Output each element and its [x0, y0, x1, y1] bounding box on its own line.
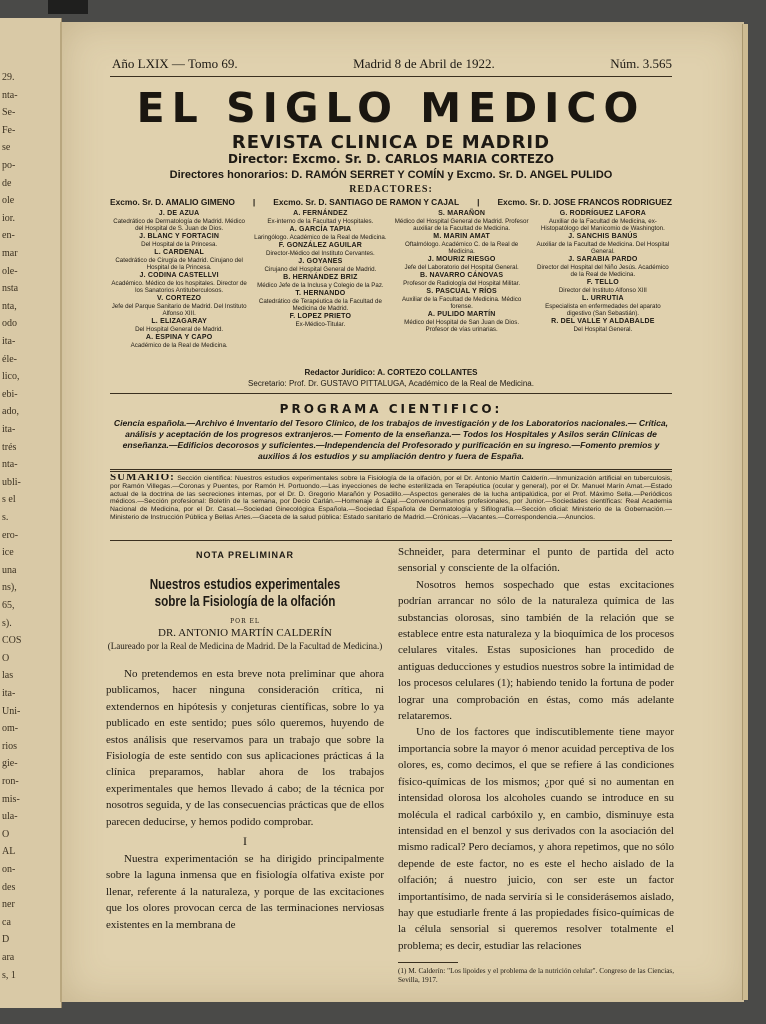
left-page-text: ado, [2, 406, 19, 418]
editor-description: Médico del Hospital de San Juan de Dios. Profesor de vías urinarias. [404, 319, 520, 333]
left-page-text: s. [2, 512, 9, 523]
section-rule [110, 393, 672, 394]
left-page-text: ita- [2, 688, 16, 699]
editor-description: Especialista en enfermedades del aparato digestivo (San Sebastián). [545, 303, 661, 317]
editor-description: Catedrático de Dermatología de Madrid. Médico del Hospital de S. Juan de Dios. [113, 218, 245, 232]
editor-name: S. PASCUAL Y RÍOS [426, 288, 497, 295]
editor-description: Profesor de Radiología del Hospital Militar. [403, 280, 521, 287]
editor-description: Director-Médico del Instituto Cervantes. [266, 250, 375, 257]
editor-description: Académico. Médico de los hospitales. Director de los Sanatorios Antituberculosos. [111, 280, 247, 294]
editor-description: Oftalmólogo. Académico C. de la Real de Medicina. [405, 241, 519, 255]
issue-header [112, 54, 672, 74]
left-page-text: Fe- [2, 124, 16, 136]
left-page-text: ns), [2, 582, 17, 594]
senior-editor: Excmo. Sr. D. SANTIAGO DE RAMON Y CAJAL [273, 197, 460, 207]
editor-name: A. FERNÁNDEZ [293, 210, 348, 217]
editor-name: B. HERNÁNDEZ BRIZ [283, 274, 358, 281]
masthead-title: EL SIGLO MEDICO [136, 84, 646, 132]
editor-description: Del Hospital General. [573, 326, 633, 333]
editor-name: G. RODRÍGUEZ LAFORA [559, 210, 646, 217]
left-page-text: ior. [2, 212, 16, 224]
footnote-rule [398, 962, 458, 963]
editor-description: Catedrático de Cirugía de Madrid. Cirujano del Hospital de la Princesa. [115, 257, 243, 271]
editor-description: Ex-Médico-Titular. [295, 321, 346, 328]
editor-name: A. PULIDO MARTÍN [427, 311, 496, 318]
senior-editor: Excmo. Sr. D. AMALIO GIMENO [110, 197, 235, 207]
editor-description: Laringólogo. Académico de la Real de Medicina. [254, 234, 387, 241]
article-paragraph: Nuestra experimentación se ha dirigido principalmente sobre la laguna inmensa que en fisiología olfativa existe por llenar, referente á la naturaleza, y porque de las excitaciones que los olores provocan cerca de las terminaciones nerviosas existentes en la membrana de [106, 853, 384, 931]
left-page-text: ebi- [2, 388, 18, 400]
issue-number: Núm. 3.565 [610, 56, 672, 71]
editor-name: A. GARCÍA TAPIA [289, 226, 352, 233]
article-author: DR. ANTONIO MARTÍN CALDERÍN [158, 627, 332, 639]
footnote: (1) M. Calderín: "Los lipoides y el problema de la nutrición celular". Congreso de las Ciencias, Sevilla, 1917. [398, 967, 674, 985]
editor-description: Médico del Hospital General de Madrid. Profesor auxiliar de la Facultad de Medicina. [394, 218, 529, 232]
left-page-text: mar [2, 248, 18, 259]
article-column-right [398, 544, 674, 994]
left-page-text: O [2, 652, 10, 664]
newspaper-page [60, 22, 744, 1002]
article-paragraph: Uno de los factores que indiscutiblemente tiene mayor importancia sobre la mayor ó menor acuidad perceptiva de los olores, es, como decimos, el que se refiere á las condiciones físico-químicas de los mismos; ¿por qué si no aumentan en intensidad olorosa los alcoholes cuando se introduce en su molécula el radical carbóxilo y, en cambio, disminuye esta intensidad en el benzol y sus derivados con la asociación del mismo radical? Pero decíamos, y ahora repetimos, que no sólo depende de este factor, no es este el hecho aislado de la olfación; á nuestro juicio, con ser este un factor importantísimo, de nada serviría si le considerásemos aislado, hay que estudiarle frente á las propiedades físico-químicas de la célula sensorial si queremos resolver totalmente el problema; es decir, estudiar las relaciones [398, 726, 674, 952]
editor-description: Del Hospital General de Madrid. [135, 326, 224, 333]
sumario-text: Sección científica: Nuestros estudios experimentales sobre la Fisiología de la olfación, por el Dr. Antonio Martín Calderín.—Inmunización artificial en tuberculosis, por Ramón Villegas.—Coronas y Puentes, por Ramón H. Portuondo.—Las inyecciones de leche esterilizada en Terapéutica (ocular y general), por el Dr. Manuel Marín Amat.—Estado actual de la doctrina de las secreciones internas, por el Dr. D. Gregorio Marañón y Posadillo.—Aspectos generales de la lucha antipalúdica, por el Prof. Máximo Sella.—Periódicos médicos.—Sección profesional: Boletín de la semana, por Decio Carlán.—Homenaje á Cajal.—Convencionalismos profesionales, por Junior.—Sociedades científicas: Real Academia Nacional de Medicina, por el Dr. Casal.—Sociedad Ginecológica Española.—Sociedad Española de Dermatología y Sifilografía.—Sección oficial: Ministerio de la Gobernación.—Ministerio de Instrucción Pública y Bellas Artes.—Gaceta de la salud pública: Estado sanitario de Madrid.—Crónicas.—Vacantes.—Correspondencia.—Anuncios. [110, 475, 672, 521]
left-page-text: COS [2, 635, 22, 647]
left-page-text: nta, [2, 300, 17, 312]
left-page-text: Uni- [2, 705, 21, 717]
editor-description: Auxiliar de la Facultad de Medicina, ex-Histopatólogo del Manicomio de Washington. [540, 218, 665, 232]
left-page-text: Se- [2, 107, 16, 119]
editor-description: Del Hospital de la Princesa. [141, 241, 218, 248]
left-page-text: gie- [2, 758, 18, 770]
year-volume: Año LXIX — Tomo 69. [112, 56, 238, 71]
left-page-text: una [2, 564, 17, 576]
section-rule [110, 471, 672, 472]
director-line: Director: Excmo. Sr. D. CARLOS MARIA CORTEZO [228, 152, 554, 166]
editor-description: Auxiliar de la Facultad de Medicina. Médico forense. [401, 296, 522, 310]
editor-name: B. NAVARRO CÁNOVAS [419, 272, 504, 279]
left-page-text: nsta [2, 283, 19, 295]
left-page-text: nta- [2, 89, 18, 101]
sumario [110, 474, 672, 538]
editor-description: Jefe del Laboratorio del Hospital General. [404, 264, 519, 271]
left-page-text: om- [2, 723, 19, 735]
left-page-text: ubli- [2, 476, 21, 488]
article-kicker: NOTA PRELIMINAR [196, 550, 294, 560]
editor-name: V. CORTEZO [157, 295, 202, 302]
editor-name: A. ESPINA Y CAPO [145, 334, 213, 341]
editor-name: F. TELLO [586, 279, 619, 286]
sumario-label: SUMARIO: [110, 474, 175, 483]
left-page-text: mis- [2, 793, 20, 805]
author-affiliation: (Laureado por la Real de Medicina de Madrid. De la Facultad de Medicina.) [107, 641, 383, 651]
editor-name: J. CODINA CASTELLVI [139, 272, 219, 279]
editor-description: Catedrático de Terapéutica de la Facultad de Medicina de Madrid. [258, 298, 382, 312]
left-page-text: rios [2, 740, 17, 752]
section-rule [110, 540, 672, 541]
left-page-text: de [2, 177, 12, 189]
left-page-text: ice [2, 547, 14, 559]
byline-prefix: POR EL [230, 618, 260, 625]
editor-column [251, 210, 389, 358]
editor-separator: | [477, 197, 480, 207]
editor-columns [110, 210, 672, 358]
editor-name: J. MOURIZ RIESGO [427, 256, 496, 263]
editor-name: L. ELIZAGARAY [151, 318, 207, 325]
binding-clip [48, 0, 88, 14]
program-text: Ciencia española.—Archivo é Inventario del Tesoro Clínico, de los trabajos de investigación y de los Laboratorios nacionales.— Crítica, análisis y aceptación de los progresos extranjeros.— Fomento de la enseñanza.— Todos los Hospitales y Asilos serán Clínicas de enseñanza.—Edificios decorosos y suficientes.—Independencia del Profesorado y purificación en su ingreso.—Fomento premios y auxilios á los estudios y su ampliación dentro y fuera de España. [113, 418, 669, 461]
editor-name: J. SANCHIS BANÚS [568, 233, 638, 240]
left-page-text: ula- [2, 811, 18, 823]
editor-description: Director del Hospital del Niño Jesús. Académico de la Real de Medicina. [537, 264, 669, 278]
left-page-text: ole- [2, 265, 18, 277]
header-rule [110, 76, 672, 77]
left-page-text: en- [2, 230, 15, 242]
editor-name: J. SARABIA PARDO [568, 256, 638, 263]
article-intro: No pretendemos en esta breve nota preliminar que ahora publicamos, hacer ninguna consideración crítica, ni extendernos en hipótesis y conjeturas científicas, sobre lo ya publicado en este sentido; pues sólo queremos, huyendo de estos análisis que reservamos para un trabajo que sobre la Fisiología de este sentido con sus aplicaciones prácticas á la clínica preparamos, hablar ahora de los trabajos experimentales que hemos llevado á cabo; de la técnica por nosotros seguida, y de las consecuencias prácticas que de ellos parecen deducirse, y hemos podido comprobar. [106, 668, 384, 828]
left-page-text: odo [2, 318, 17, 330]
editor-description: Ex-interno de la Facultad y Hospitales. [267, 218, 374, 225]
left-page-text: O [2, 828, 10, 840]
section-number: I [243, 834, 247, 849]
left-page-text: ole [2, 195, 15, 207]
redactor-juridico: Redactor Jurídico: A. CORTEZO COLLANTES [304, 368, 478, 377]
editor-name: J. BLANC Y FORTACIN [139, 233, 220, 240]
left-page-text: 29. [2, 72, 15, 83]
left-page-text: s). [2, 617, 12, 629]
editor-description: Médico Jefe de la Inclusa y Colegio de la Paz. [257, 282, 384, 289]
left-page-text: ner [2, 899, 15, 911]
adjacent-page-fragment [0, 18, 62, 1008]
left-page-text: lico, [2, 371, 20, 383]
senior-editor: Excmo. Sr. D. JOSE FRANCOS RODRIGUEZ [497, 197, 672, 207]
editor-name: J. DE AZUA [158, 210, 200, 217]
article-title: Nuestros estudios experimentales sobre la Fisiología de la olfación [149, 576, 341, 610]
left-page-text: las [2, 670, 14, 682]
left-page-text: 65, [2, 600, 15, 611]
editor-column [110, 210, 248, 358]
article-paragraph: Schneider, para determinar el punto de partida del acto sensorial y consciente de la olfación. [398, 546, 674, 575]
editor-description: Auxiliar de la Facultad de Medicina. Del Hospital General. [536, 241, 670, 255]
left-page-text: D [2, 934, 10, 946]
editor-name: R. DEL VALLE Y ALDABALDE [551, 318, 655, 325]
editor-description: Jefe del Parque Sanitario de Madrid. Del Instituto Alfonso XIII. [111, 303, 247, 317]
left-page-text: se [2, 142, 11, 154]
editor-name: L. URRUTIA [582, 295, 624, 302]
honorary-directors: Directores honorarios: D. RAMÓN SERRET Y COMÍN y Excmo. Sr. D. ANGEL PULIDO [169, 169, 613, 181]
editor-separator: | [252, 197, 256, 207]
redactores-heading: REDACTORES: [349, 184, 433, 195]
editor-name: F. GONZÁLEZ AGUILAR [278, 242, 362, 249]
editor-column [534, 210, 672, 358]
editor-name: S. MARAÑON [438, 210, 486, 217]
editor-name: L. CARDENAL [154, 249, 204, 256]
editor-name: T. HERNANDO [295, 290, 346, 297]
left-page-text: po- [2, 160, 16, 171]
editor-name: M. MARIN AMAT [433, 233, 490, 240]
masthead-subtitle: REVISTA CLINICA DE MADRID [231, 132, 551, 153]
editor-description: Cirujano del Hospital General de Madrid. [264, 266, 377, 273]
article-paragraph: Nosotros hemos sospechado que estas excitaciones podrían arrancar no sólo de la naturaleza química de las substancias olorosas, sino también de la relación que se establece entre esta naturaleza y la bioquímica de los procesos celulares vitales. Estas suposiciones han procedido de antiguas deducciones y estudios nuestros sobre la intimidad de los procesos celulares (1); habiendo tenido la fortuna de poder lograr una comprobación en éstas, como más adelante relataremos. [398, 578, 674, 723]
program-title: PROGRAMA CIENTIFICO: [279, 402, 503, 416]
editor-name: F. LOPEZ PRIETO [289, 313, 352, 320]
left-page-text: nta- [2, 459, 18, 471]
left-page-text: ara [2, 952, 15, 963]
editor-column [393, 210, 531, 358]
secretario: Secretario: Prof. Dr. GUSTAVO PITTALUGA, Académico de la Real de Medicina. [248, 379, 534, 388]
left-page-text: s, 1 [2, 969, 16, 981]
section-rule [110, 469, 672, 470]
left-page-text: trés [2, 441, 17, 453]
left-page-text: ron- [2, 776, 19, 787]
left-page-text: ita- [2, 424, 16, 435]
senior-editors [110, 197, 672, 209]
left-page-text: ita- [2, 336, 16, 347]
left-page-text: AL [2, 846, 16, 858]
article-column-left [106, 544, 384, 994]
editor-name: J. GOYANES [298, 258, 343, 265]
left-page-text: s el [2, 494, 16, 506]
left-page-text: ca [2, 916, 11, 928]
editor-description: Director del Instituto Alfonso XIII [558, 287, 647, 294]
left-page-text: on- [2, 864, 16, 875]
left-page-text: des [2, 881, 16, 893]
place-date: Madrid 8 de Abril de 1922. [353, 56, 495, 71]
left-page-text: éle- [2, 353, 17, 365]
editor-description: Académico de la Real de Medicina. [130, 342, 228, 349]
page-edge [742, 24, 748, 1000]
left-page-text: ero- [2, 529, 19, 541]
